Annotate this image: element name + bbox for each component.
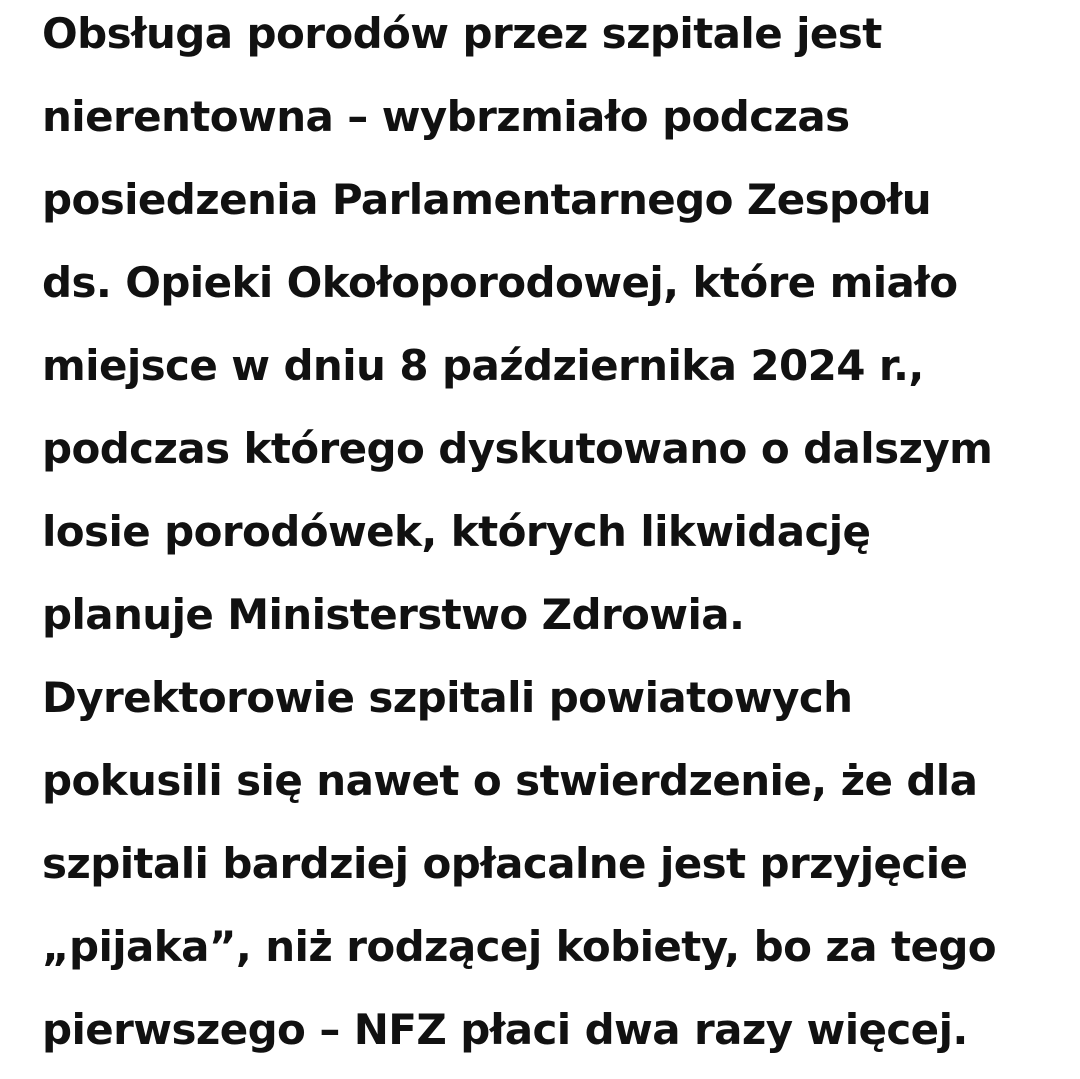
article-text — [42, 0, 1052, 1071]
text-line: podczas którego dyskutowano o dalszym — [42, 424, 993, 473]
text-line: planuje Ministerstwo Zdrowia. — [42, 590, 745, 639]
text-line: pierwszego – NFZ płaci dwa razy więcej. — [42, 1005, 968, 1054]
text-line: szpitali bardziej opłacalne jest przyjęcie — [42, 839, 968, 888]
text-line: nierentowna – wybrzmiało podczas — [42, 92, 850, 141]
text-line: posiedzenia Parlamentarnego Zespołu — [42, 175, 932, 224]
text-line: pokusili się nawet o stwierdzenie, że dla — [42, 756, 978, 805]
text-line: „pijaka”, niż rodzącej kobiety, bo za tego — [42, 922, 997, 971]
text-line: Obsługa porodów przez szpitale jest — [42, 9, 882, 58]
text-line: ds. Opieki Okołoporodowej, które miało — [42, 258, 958, 307]
text-line: Dyrektorowie szpitali powiatowych — [42, 673, 853, 722]
text-line: losie porodówek, których likwidację — [42, 507, 871, 556]
text-line: miejsce w dniu 8 października 2024 r., — [42, 341, 924, 390]
